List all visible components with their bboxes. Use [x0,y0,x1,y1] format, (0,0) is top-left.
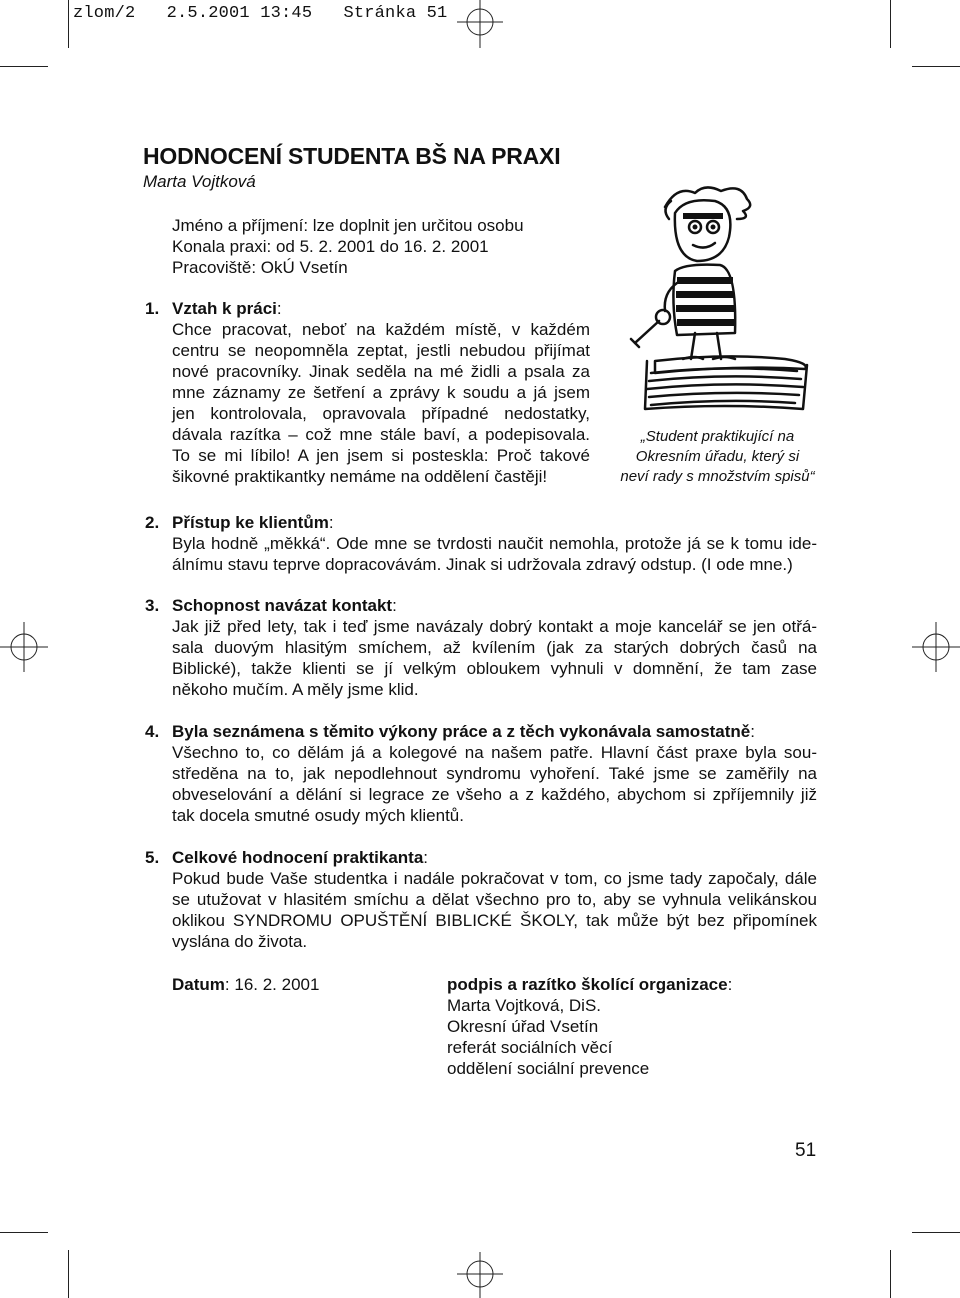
section-5 [145,847,817,952]
section-number: 2. [145,513,160,532]
section-2 [145,512,817,575]
section-line: Biblické), takže klienti se jí velkým obloukem vyhnuli v domnění, že tam zase [172,659,817,678]
section-line: šikovné praktikantky nemáme na oddělení častěji! [172,467,548,486]
meta-workplace: Pracoviště: OkÚ Vsetín [172,258,348,277]
section-line: tak docela smutné osudy mých klientů. [172,806,464,825]
section-line: Jak již před lety, tak i teď jsme navázaly dobrý kontakt a moje kancelář se jen otřá- [172,617,817,636]
section-line: obveselování a dělání si legrace ze všeho a z každého, abychom si zpříjemnily již [172,785,817,804]
section-heading: Přístup ke klientům: [172,513,334,532]
signature-line: oddělení sociální prevence [447,1059,650,1078]
section-line: álnímu stavu teprve dopracovávám. Jinak si udržovala zdravý odstup. (I ode mne.) [172,555,793,574]
date-value: 16. 2. 2001 [234,975,320,994]
section-line: Pokud bude Vaše studentka i nadále pokračovat v tom, co jsme tady započaly, dále [172,869,817,888]
section-heading: Byla seznámena s těmito výkony práce a z těch vykonávala samostatně: [172,722,755,741]
caption-line: neví rady s množstvím spisů“ [620,468,815,485]
section-line: vyslána do života. [172,932,308,951]
student-with-files-illustration [625,183,825,413]
signature-line: Marta Vojtková, DiS. [447,996,602,1015]
registration-mark-top [455,0,505,48]
article-title: HODNOCENÍ STUDENTA BŠ NA PRAXI [143,143,561,169]
section-heading: Schopnost navázat kontakt: [172,596,397,615]
section-line: jen kontrolovala, opravovala případné nedostatky, [172,404,590,423]
illustration-caption [605,427,830,487]
date-label: Datum: [172,975,230,994]
section-line: středěna na to, jak nepodlehnout syndromu vyhoření. Také jsme se zaměřily na [172,764,817,783]
section-line: se utužovat v hlasitém smíchu a dělat všechno pro to, aby se vyhnula velikánskou [172,890,817,909]
section-number: 5. [145,848,160,867]
section-number: 4. [145,722,160,741]
registration-mark-right [910,622,960,672]
student-meta [172,215,524,278]
caption-line: Okresním úřadu, který si [635,448,800,465]
section-line: Byla hodně „měkká“. Ode mne se tvrdosti naučit nemohla, protože já se k tomu ide- [172,534,817,553]
caption-line: „Student praktikující na [640,428,795,445]
page-number: 51 [795,1140,817,1161]
section-3 [145,595,817,700]
meta-name: Jméno a příjmení: lze doplnit jen určitou osobu [172,216,524,235]
signature-block [447,974,732,1079]
section-line: někoho mučím. A měly jsme klid. [172,680,419,699]
slug-line: zlom/2 2.5.2001 13:45 Stránka 51 [73,4,448,23]
signature-heading: podpis a razítko školící organizace: [447,975,733,994]
section-line: mne záznamy ze šetření a zprávy k soudu a já jsem [172,383,590,402]
section-line: nové pracovníky. Jinak seděla na mé židli a psala za [172,362,590,381]
registration-mark-bottom [455,1252,505,1298]
section-number: 3. [145,596,160,615]
section-line: sala duovým hlasitým smíchem, až kvílením (jak za starých dobrých časů na [172,638,817,657]
meta-dates: Konala praxi: od 5. 2. 2001 do 16. 2. 2001 [172,237,489,256]
article-author: Marta Vojtková [143,172,256,191]
section-line: Chce pracovat, neboť na každém místě, v každém [172,320,590,339]
section-line: dávala razítka – což mne stále baví, a podepisovala. [172,425,590,444]
section-heading: Celkové hodnocení praktikanta: [172,848,429,867]
signature-line: Okresní úřad Vsetín [447,1017,599,1036]
section-number: 1. [145,299,160,318]
section-heading: Vztah k práci: [172,299,282,318]
section-line: oklikou SYNDROMU OPUŠTĚNÍ BIBLICKÉ ŠKOLY, tak může být bez připomínek [172,911,817,930]
section-4 [145,721,817,826]
section-line: Všechno to, co dělám já a kolegové na našem patře. Hlavní část praxe byla sou- [172,743,817,762]
section-line: To se mi líbilo! A jen jsem si posteskla: Proč takové [172,446,590,465]
section-1 [145,298,590,487]
registration-mark-left [0,622,50,672]
section-line: centru se neopomněla zeptat, jestli nebudou přijímat [172,341,590,360]
date-block [172,974,319,995]
signature-line: referát sociálních věcí [447,1038,613,1057]
